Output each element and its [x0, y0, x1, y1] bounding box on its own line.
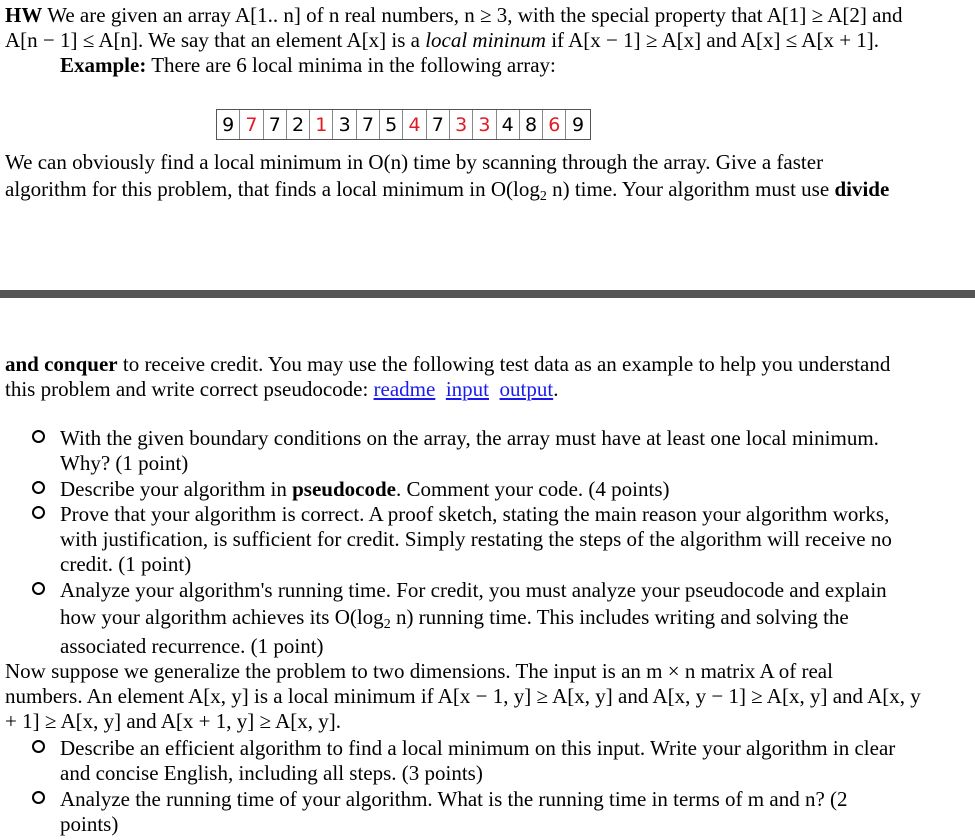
para1-line-1: We can obviously find a local minimum in O(n) time by scanning through the array. Give a faster	[5, 150, 824, 174]
example-array	[216, 109, 591, 140]
bullet1-line-2: Why? (1 point)	[60, 451, 189, 475]
bullet2-text-a: Describe your algorithm in	[60, 477, 293, 501]
log-subscript: 2	[539, 189, 547, 204]
divide-word: divide	[834, 177, 890, 201]
bullet3-line-1: Prove that your algorithm is correct. A proof sketch, stating the main reason your algorithm works,	[60, 502, 890, 526]
para3-line-3: + 1] ≥ A[x, y] and A[x + 1, y] ≥ A[x, y].	[5, 709, 342, 733]
array-cell: 3	[473, 110, 496, 139]
example-label: Example:	[60, 53, 147, 77]
input-link[interactable]: input	[445, 377, 490, 401]
page-divider	[0, 290, 975, 298]
para2-period: .	[553, 377, 559, 401]
pseudocode-word: pseudocode	[292, 477, 396, 501]
para2-text-2: this problem and write correct pseudocode:	[5, 377, 374, 401]
array-cell: 8	[520, 110, 543, 139]
bullet3-line-3: credit. (1 point)	[60, 552, 192, 576]
intro-line-1	[5, 3, 902, 28]
example-text: There are 6 local minima in the following array:	[146, 53, 556, 77]
bullet4-text-a: how your algorithm achieves its O(log	[60, 605, 384, 629]
bullet1-line-1: With the given boundary conditions on the array, the array must have at least one local minimum.	[60, 426, 879, 450]
intro-text-1: We are given an array A[1.. n] of n real numbers, n ≥ 3, with the special property that A[1] ≥ A[2] and	[47, 3, 903, 27]
bullet-icon	[32, 481, 45, 499]
bullet5-line-2: and concise English, including all steps. (3 points)	[60, 761, 483, 785]
bullet2-line	[60, 477, 670, 502]
array-cell: 1	[310, 110, 333, 139]
array-cell: 3	[450, 110, 473, 139]
hw-label: HW	[5, 3, 43, 27]
array-cell: 5	[380, 110, 403, 139]
array-cell: 7	[357, 110, 380, 139]
bullet-icon	[32, 430, 45, 448]
bullet2-text-b: . Comment your code. (4 points)	[395, 477, 670, 501]
and-conquer-words: and conquer	[5, 352, 118, 376]
bullet4-line-1: Analyze your algorithm's running time. For credit, you must analyze your pseudocode and explain	[60, 578, 887, 602]
array-cell: 9	[572, 113, 585, 136]
array-cell: 9	[217, 110, 240, 139]
bullet3-line-2: with justification, is sufficient for credit. Simply restating the steps of the algorithm will receive no	[60, 527, 892, 551]
local-minimum-term: local mininum	[425, 28, 546, 52]
bullet-icon	[32, 582, 45, 600]
array-cell: 7	[240, 110, 263, 139]
para3-line-1: Now suppose we generalize the problem to two dimensions. The input is an m × n matrix A of real	[5, 659, 833, 683]
bullet4-text-b: n) running time. This includes writing and solving the	[390, 605, 849, 629]
readme-link[interactable]: readme	[373, 377, 436, 401]
bullet4-line-3: associated recurrence. (1 point)	[60, 634, 324, 658]
intro-text-2a: A[n − 1] ≤ A[n]. We say that an element A[x] is a	[5, 28, 426, 52]
array-cell: 4	[403, 110, 426, 139]
para2-text-1: to receive credit. You may use the following test data as an example to help you understand	[117, 352, 891, 376]
intro-line-2	[5, 28, 879, 53]
bullet6-line-1: Analyze the running time of your algorithm. What is the running time in terms of m and n? (2	[60, 787, 848, 811]
bullet-icon	[32, 740, 45, 758]
para2-line-2	[5, 377, 558, 402]
para1-text-2a: algorithm for this problem, that finds a local minimum in O(log	[5, 177, 540, 201]
log-subscript: 2	[383, 617, 391, 632]
example-line	[60, 53, 556, 78]
bullet5-line-1: Describe an efficient algorithm to find a local minimum on this input. Write your algorithm in clear	[60, 736, 896, 760]
intro-text-2b: if A[x − 1] ≥ A[x] and A[x] ≤ A[x + 1].	[545, 28, 880, 52]
array-cell: 6	[543, 110, 566, 139]
bullet4-line-2	[60, 605, 849, 630]
array-cell: 7	[264, 110, 287, 139]
para1-line-2	[5, 177, 889, 202]
array-cell: 4	[497, 110, 520, 139]
array-cell: 3	[333, 110, 356, 139]
para2-line-1	[5, 352, 890, 377]
bullet-icon	[32, 506, 45, 524]
array-cell: 2	[287, 110, 310, 139]
bullet6-line-2: points)	[60, 812, 119, 836]
para3-line-2: numbers. An element A[x, y] is a local minimum if A[x − 1, y] ≥ A[x, y] and A[x, y − 1] ≥ A[x, y] and A[x, y	[5, 684, 921, 708]
bullet-icon	[32, 791, 45, 809]
para1-text-2b: n) time. Your algorithm must use	[546, 177, 835, 201]
array-cell: 7	[427, 110, 450, 139]
output-link[interactable]: output	[499, 377, 554, 401]
